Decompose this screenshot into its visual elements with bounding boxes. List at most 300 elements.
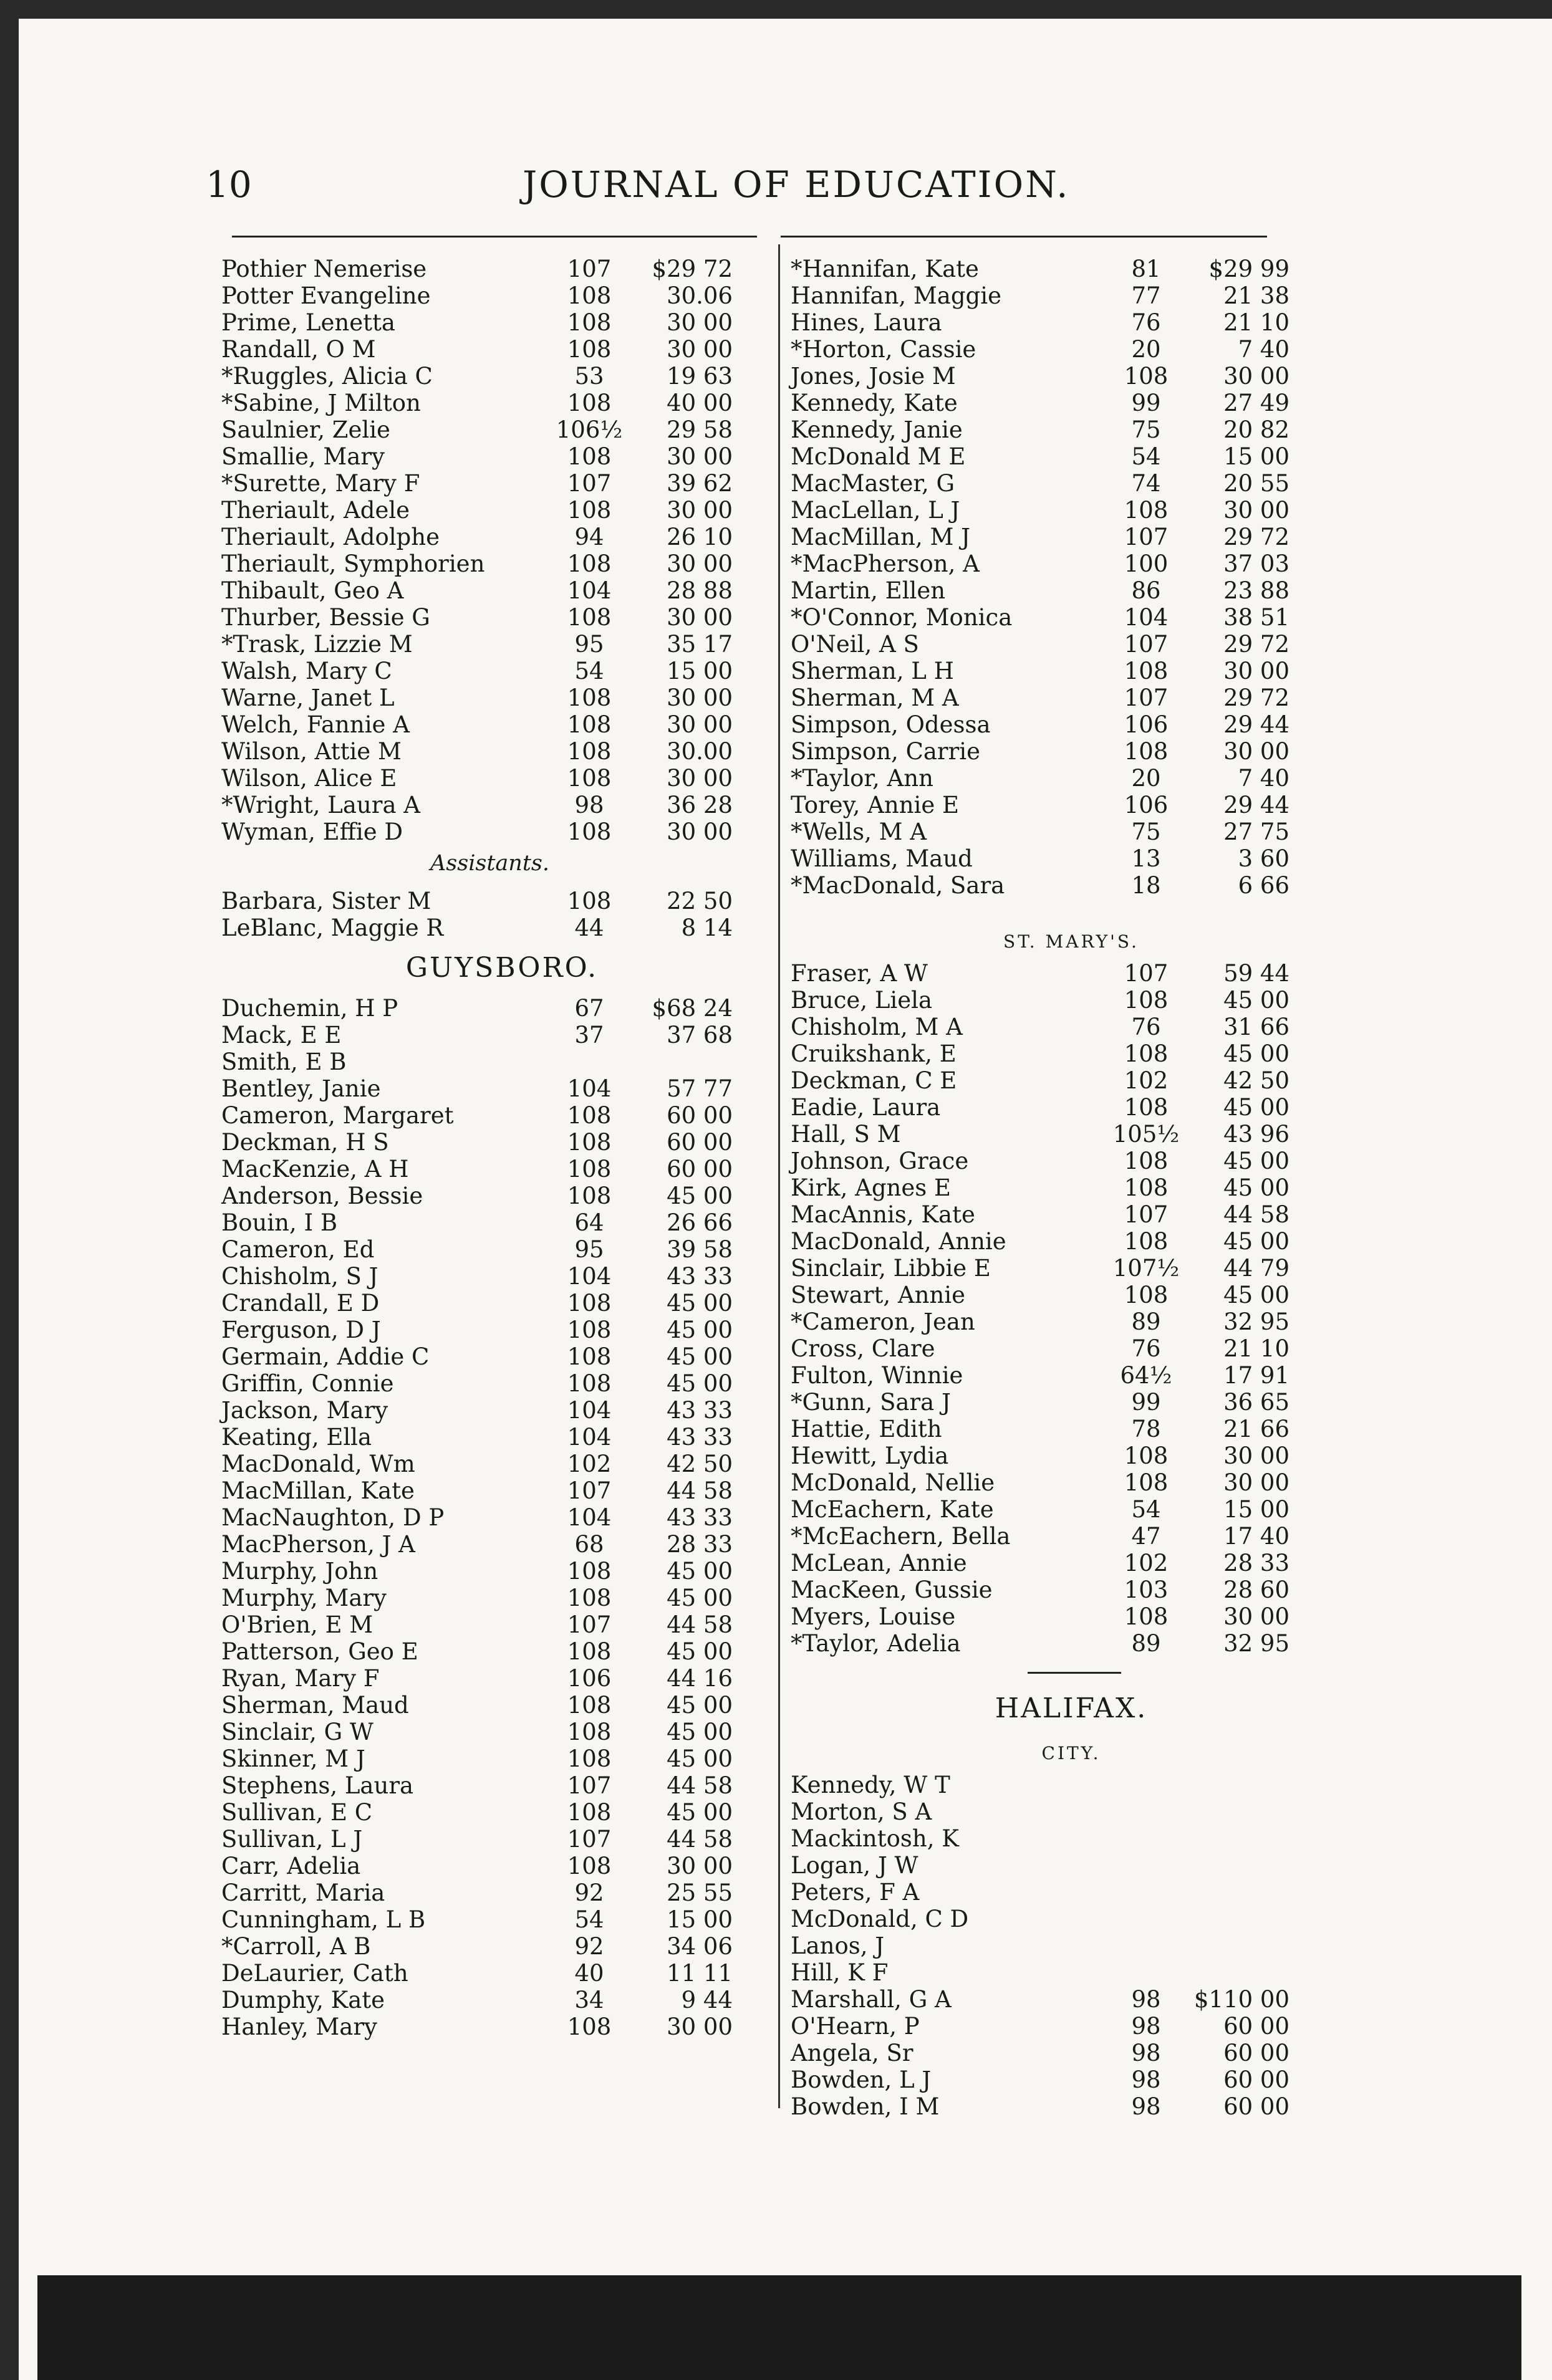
amount-cell: 38 51 [1223, 604, 1289, 631]
table-row [791, 1228, 1352, 1255]
name-cell: *O'Connor, Monica [791, 604, 1013, 631]
days-cell: 104 [567, 1504, 612, 1531]
days-cell: 108 [567, 336, 612, 363]
name-cell: Thibault, Geo A [221, 577, 404, 604]
name-cell: Martin, Ellen [791, 577, 946, 604]
table-row [221, 390, 783, 416]
amount-cell: 30 00 [667, 336, 733, 363]
name-cell: Bowden, L J [791, 2066, 932, 2093]
name-cell: Patterson, Geo E [221, 1638, 418, 1665]
amount-cell: 3 60 [1238, 845, 1289, 872]
days-cell: 54 [574, 1906, 604, 1933]
days-cell: 99 [1131, 390, 1161, 416]
name-cell: Theriault, Adele [221, 497, 410, 524]
amount-cell: 45 00 [1223, 1282, 1289, 1308]
subsection-label [221, 845, 783, 888]
table-row [791, 1362, 1352, 1389]
days-cell: 20 [1131, 765, 1161, 792]
name-cell: Theriault, Adolphe [221, 524, 440, 550]
name-cell: Griffin, Connie [221, 1370, 394, 1397]
table-row [221, 1692, 783, 1719]
amount-cell: 15 00 [667, 1906, 733, 1933]
name-cell: Smith, E B [221, 1048, 347, 1075]
table-row [791, 1255, 1352, 1282]
days-cell: 108 [567, 1183, 612, 1209]
table-row [221, 1772, 783, 1799]
amount-cell: 28 60 [1223, 1576, 1289, 1603]
name-cell: *Sabine, J Milton [221, 390, 421, 416]
days-cell: 98 [1131, 1986, 1161, 2013]
days-cell: 108 [567, 604, 612, 631]
subsection-heading [791, 1735, 1352, 1772]
amount-cell: 26 10 [667, 524, 733, 550]
days-cell: 54 [1131, 443, 1161, 470]
table-row [791, 872, 1352, 899]
name-cell: Angela, Sr [791, 2040, 913, 2066]
amount-cell: 21 10 [1223, 1335, 1289, 1362]
name-cell: MacAnnis, Kate [791, 1201, 975, 1228]
table-row [791, 2066, 1352, 2093]
name-cell: Cameron, Margaret [221, 1102, 454, 1129]
name-cell: Hewitt, Lydia [791, 1442, 949, 1469]
amount-cell: 44 16 [667, 1665, 733, 1692]
days-cell: 107 [1124, 631, 1169, 658]
name-cell: Bowden, I M [791, 2093, 940, 2120]
amount-cell: 45 00 [1223, 1148, 1289, 1174]
table-row [791, 1496, 1352, 1523]
days-cell: 104 [567, 1263, 612, 1290]
name-cell: McLean, Annie [791, 1550, 967, 1576]
days-cell: 108 [567, 684, 612, 711]
days-cell: 54 [574, 658, 604, 684]
amount-cell: 20 55 [1223, 470, 1289, 497]
name-cell: *MacPherson, A [791, 550, 980, 577]
amount-cell: 60 00 [1223, 2093, 1289, 2120]
table-row [221, 1799, 783, 1826]
name-cell: *Hannifan, Kate [791, 256, 979, 282]
table-row [221, 711, 783, 738]
section-heading [221, 941, 783, 995]
days-cell: 104 [567, 577, 612, 604]
days-cell: 104 [1124, 604, 1169, 631]
amount-cell: 7 40 [1238, 765, 1289, 792]
name-cell: Fraser, A W [791, 960, 928, 987]
table-row [221, 1477, 783, 1504]
name-cell: MacNaughton, D P [221, 1504, 445, 1531]
right-column [791, 256, 1352, 2120]
name-cell: Randall, O M [221, 336, 376, 363]
amount-cell: 28 33 [667, 1531, 733, 1558]
table-row [221, 416, 783, 443]
name-cell: Bentley, Janie [221, 1075, 381, 1102]
days-cell: 106 [1124, 711, 1169, 738]
name-cell: *Gunn, Sara J [791, 1389, 951, 1416]
table-row [791, 1772, 1352, 1798]
days-cell: 86 [1131, 577, 1161, 604]
table-row [791, 684, 1352, 711]
amount-cell: 29 72 [1223, 524, 1289, 550]
days-cell: 108 [1124, 1603, 1169, 1630]
rule-line [1028, 1672, 1121, 1674]
amount-cell: 30 00 [667, 1853, 733, 1879]
table-row [221, 1638, 783, 1665]
name-cell: Stephens, Laura [221, 1772, 414, 1799]
amount-cell: 43 33 [667, 1263, 733, 1290]
table-row [221, 1370, 783, 1397]
table-row [221, 1236, 783, 1263]
days-cell: 98 [574, 792, 604, 818]
amount-cell: 30 00 [667, 550, 733, 577]
amount-cell: 20 82 [1223, 416, 1289, 443]
days-cell: 108 [567, 1343, 612, 1370]
table-row [221, 363, 783, 390]
header-rule-left [232, 236, 757, 238]
days-cell: 108 [567, 1799, 612, 1826]
days-cell: 98 [1131, 2093, 1161, 2120]
table-row [791, 2013, 1352, 2040]
table-row [221, 1853, 783, 1879]
name-cell: *Taylor, Ann [791, 765, 933, 792]
amount-cell: 21 38 [1223, 282, 1289, 309]
name-cell: Sherman, Maud [221, 1692, 409, 1719]
amount-cell: 39 62 [667, 470, 733, 497]
name-cell: Wyman, Effie D [221, 818, 403, 845]
table-row [791, 2093, 1352, 2120]
amount-cell: 60 00 [1223, 2066, 1289, 2093]
amount-cell: 28 88 [667, 577, 733, 604]
name-cell: Potter Evangeline [221, 282, 431, 309]
days-cell: 108 [1124, 658, 1169, 684]
days-cell: 20 [1131, 336, 1161, 363]
table-row [221, 792, 783, 818]
name-cell: Murphy, John [221, 1558, 378, 1585]
name-cell: Johnson, Grace [791, 1148, 969, 1174]
heading-text: HALIFAX. [995, 1692, 1148, 1724]
table-row [221, 1611, 783, 1638]
days-cell: 54 [1131, 1496, 1161, 1523]
days-cell: 89 [1131, 1308, 1161, 1335]
days-cell: 107½ [1112, 1255, 1180, 1282]
table-row [221, 1209, 783, 1236]
days-cell: 108 [567, 1317, 612, 1343]
table-row [221, 2013, 783, 2040]
amount-cell: 11 11 [667, 1960, 733, 1987]
days-cell: 107 [1124, 960, 1169, 987]
amount-cell: 19 63 [667, 363, 733, 390]
name-cell: Stewart, Annie [791, 1282, 966, 1308]
table-row [221, 497, 783, 524]
days-cell: 108 [567, 1558, 612, 1585]
amount-cell: 30 00 [1223, 1603, 1289, 1630]
table-row [221, 1424, 783, 1451]
scan-edge-left [0, 0, 19, 2380]
days-cell: 107 [567, 1477, 612, 1504]
days-cell: 75 [1131, 416, 1161, 443]
table-row [791, 309, 1352, 336]
days-cell: 76 [1131, 309, 1161, 336]
days-cell: 104 [567, 1424, 612, 1451]
days-cell: 13 [1131, 845, 1161, 872]
table-row [221, 577, 783, 604]
name-cell: Pothier Nemerise [221, 256, 427, 282]
days-cell: 107 [567, 256, 612, 282]
running-title: JOURNAL OF EDUCATION. [523, 163, 1070, 206]
name-cell: *Wells, M A [791, 818, 927, 845]
table-row [221, 1183, 783, 1209]
days-cell: 107 [567, 1611, 612, 1638]
amount-cell: $29 99 [1208, 256, 1289, 282]
days-cell: 108 [1124, 1228, 1169, 1255]
table-row [791, 960, 1352, 987]
name-cell: Sherman, L H [791, 658, 954, 684]
amount-cell: 44 58 [667, 1772, 733, 1799]
amount-cell: 45 00 [667, 1317, 733, 1343]
name-cell: Myers, Louise [791, 1603, 956, 1630]
name-cell: Fulton, Winnie [791, 1362, 963, 1389]
name-cell: O'Neil, A S [791, 631, 919, 658]
table-row [221, 1129, 783, 1156]
table-row [221, 1102, 783, 1129]
table-row [221, 1263, 783, 1290]
amount-cell: 37 68 [667, 1022, 733, 1048]
name-cell: Simpson, Carrie [791, 738, 981, 765]
amount-cell: $29 72 [652, 256, 733, 282]
days-cell: 102 [1124, 1067, 1169, 1094]
name-cell: Simpson, Odessa [791, 711, 991, 738]
amount-cell: 30 00 [1223, 1442, 1289, 1469]
amount-cell: 29 44 [1223, 711, 1289, 738]
table-row [221, 765, 783, 792]
table-row [791, 1174, 1352, 1201]
name-cell: Duchemin, H P [221, 995, 398, 1022]
table-row [221, 1531, 783, 1558]
days-cell: 98 [1131, 2040, 1161, 2066]
table-row [791, 1959, 1352, 1986]
days-cell: 108 [567, 765, 612, 792]
heading-text: ST. MARY'S. [1003, 931, 1139, 952]
heading-text: Assistants. [430, 851, 549, 876]
name-cell: Jackson, Mary [221, 1397, 388, 1424]
table-row [791, 818, 1352, 845]
days-cell: 108 [567, 1692, 612, 1719]
name-cell: MacMillan, M J [791, 524, 970, 550]
days-cell: 47 [1131, 1523, 1161, 1550]
amount-cell: 27 49 [1223, 390, 1289, 416]
name-cell: Carr, Adelia [221, 1853, 361, 1879]
amount-cell: 30 00 [1223, 738, 1289, 765]
table-row [791, 987, 1352, 1014]
name-cell: Welch, Fannie A [221, 711, 410, 738]
days-cell: 78 [1131, 1416, 1161, 1442]
table-row [221, 818, 783, 845]
name-cell: Ryan, Mary F [221, 1665, 380, 1692]
days-cell: 107 [567, 1772, 612, 1799]
left-column [221, 256, 783, 2040]
amount-cell: 45 00 [667, 1799, 733, 1826]
amount-cell: 44 79 [1223, 1255, 1289, 1282]
amount-cell: 30 00 [1223, 658, 1289, 684]
table-row [791, 1335, 1352, 1362]
table-row [791, 2040, 1352, 2066]
table-row [221, 1933, 783, 1960]
table-row [791, 845, 1352, 872]
amount-cell: 21 66 [1223, 1416, 1289, 1442]
amount-cell: 45 00 [1223, 1228, 1289, 1255]
name-cell: Chisholm, S J [221, 1263, 378, 1290]
name-cell: Wilson, Alice E [221, 765, 397, 792]
section-heading [791, 1682, 1352, 1735]
amount-cell: 30 00 [1223, 497, 1289, 524]
table-row [221, 1987, 783, 2013]
table-row [221, 684, 783, 711]
table-row [221, 631, 783, 658]
amount-cell: 31 66 [1223, 1014, 1289, 1040]
name-cell: Theriault, Symphorien [221, 550, 485, 577]
name-cell: Eadie, Laura [791, 1094, 941, 1121]
table-row [791, 524, 1352, 550]
amount-cell: 45 00 [667, 1638, 733, 1665]
table-row [791, 658, 1352, 684]
name-cell: Kennedy, W T [791, 1772, 950, 1798]
days-cell: 108 [567, 550, 612, 577]
table-row [221, 1745, 783, 1772]
name-cell: *MacDonald, Sara [791, 872, 1005, 899]
table-row [791, 738, 1352, 765]
amount-cell: 30 00 [1223, 1469, 1289, 1496]
name-cell: Dumphy, Kate [221, 1987, 385, 2013]
name-cell: Warne, Janet L [221, 684, 395, 711]
table-row [791, 1014, 1352, 1040]
name-cell: MacDonald, Wm [221, 1451, 415, 1477]
days-cell: 107 [1124, 684, 1169, 711]
table-row [791, 1550, 1352, 1576]
amount-cell: 9 44 [681, 1987, 733, 2013]
amount-cell: 45 00 [1223, 987, 1289, 1014]
amount-cell: 17 40 [1223, 1523, 1289, 1550]
name-cell: Kirk, Agnes E [791, 1174, 951, 1201]
table-row [791, 1201, 1352, 1228]
days-cell: 108 [567, 1638, 612, 1665]
days-cell: 108 [567, 711, 612, 738]
amount-cell: 30 00 [667, 604, 733, 631]
name-cell: Morton, S A [791, 1798, 932, 1825]
table-row [791, 1442, 1352, 1469]
amount-cell: 29 72 [1223, 684, 1289, 711]
amount-cell: 8 14 [681, 914, 733, 941]
table-row [791, 363, 1352, 390]
name-cell: O'Brien, E M [221, 1611, 374, 1638]
table-row [791, 1067, 1352, 1094]
amount-cell: 30 00 [667, 2013, 733, 2040]
name-cell: Bruce, Liela [791, 987, 933, 1014]
amount-cell: 35 17 [667, 631, 733, 658]
table-row [221, 470, 783, 497]
days-cell: 64 [574, 1209, 604, 1236]
amount-cell: 40 00 [667, 390, 733, 416]
amount-cell: 15 00 [1223, 1496, 1289, 1523]
amount-cell: $110 00 [1193, 1986, 1289, 2013]
name-cell: Mack, E E [221, 1022, 342, 1048]
days-cell: 108 [567, 888, 612, 914]
table-row [791, 336, 1352, 363]
table-row [221, 1665, 783, 1692]
name-cell: MacLellan, L J [791, 497, 960, 524]
name-cell: Cross, Clare [791, 1335, 935, 1362]
table-row [791, 577, 1352, 604]
amount-cell: 22 50 [667, 888, 733, 914]
days-cell: 53 [574, 363, 604, 390]
amount-cell: 42 50 [1223, 1067, 1289, 1094]
amount-cell: 45 00 [1223, 1040, 1289, 1067]
days-cell: 95 [574, 1236, 604, 1263]
days-cell: 106½ [556, 416, 623, 443]
days-cell: 108 [567, 1370, 612, 1397]
amount-cell: 45 00 [667, 1370, 733, 1397]
days-cell: 108 [1124, 987, 1169, 1014]
name-cell: Saulnier, Zelie [221, 416, 390, 443]
amount-cell: 30 00 [667, 765, 733, 792]
name-cell: MacMillan, Kate [221, 1477, 415, 1504]
name-cell: Anderson, Bessie [221, 1183, 423, 1209]
table-row [221, 1879, 783, 1906]
amount-cell: 30 00 [667, 309, 733, 336]
amount-cell: 44 58 [667, 1477, 733, 1504]
table-row [791, 1416, 1352, 1442]
days-cell: 98 [1131, 2013, 1161, 2040]
amount-cell: $68 24 [652, 995, 733, 1022]
table-row [221, 914, 783, 941]
table-row [791, 282, 1352, 309]
amount-cell: 29 44 [1223, 792, 1289, 818]
name-cell: Cunningham, L B [221, 1906, 426, 1933]
amount-cell: 29 72 [1223, 631, 1289, 658]
amount-cell: 43 96 [1223, 1121, 1289, 1148]
name-cell: Torey, Annie E [791, 792, 960, 818]
name-cell: Logan, J W [791, 1852, 918, 1879]
days-cell: 108 [567, 2013, 612, 2040]
amount-cell: 44 58 [1223, 1201, 1289, 1228]
table-row [791, 1825, 1352, 1852]
days-cell: 108 [567, 1290, 612, 1317]
table-row [221, 1317, 783, 1343]
amount-cell: 45 00 [667, 1719, 733, 1745]
name-cell: *Surette, Mary F [221, 470, 420, 497]
days-cell: 108 [567, 309, 612, 336]
name-cell: Walsh, Mary C [221, 658, 392, 684]
days-cell: 108 [567, 1745, 612, 1772]
amount-cell: 45 00 [667, 1183, 733, 1209]
amount-cell: 45 00 [667, 1558, 733, 1585]
table-row [221, 1960, 783, 1987]
name-cell: Kennedy, Janie [791, 416, 963, 443]
amount-cell: 44 58 [667, 1611, 733, 1638]
table-row [791, 497, 1352, 524]
amount-cell: 7 40 [1238, 336, 1289, 363]
name-cell: *Taylor, Adelia [791, 1630, 961, 1657]
scan-edge-bottom [37, 2275, 1521, 2380]
name-cell: Wilson, Attie M [221, 738, 402, 765]
amount-cell: 30.00 [667, 738, 733, 765]
table-row [221, 1397, 783, 1424]
table-row [221, 1504, 783, 1531]
days-cell: 108 [567, 1853, 612, 1879]
table-row [221, 256, 783, 282]
heading-text: CITY. [1041, 1743, 1101, 1763]
header-rule-right [781, 236, 1267, 238]
days-cell: 98 [1131, 2066, 1161, 2093]
table-row [221, 1156, 783, 1183]
table-row [791, 1040, 1352, 1067]
